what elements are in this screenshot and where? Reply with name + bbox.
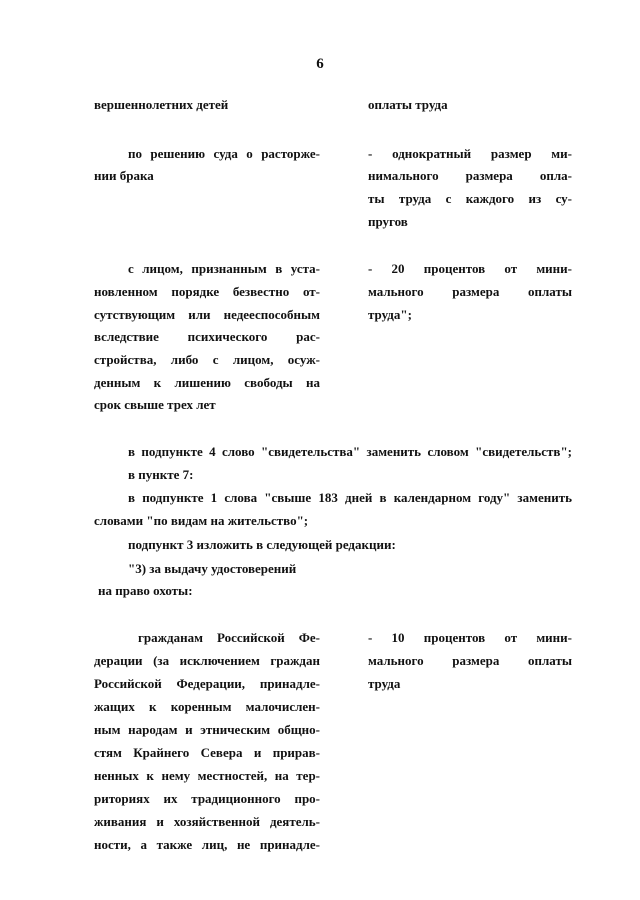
text-line: риториях их традиционного про- [94, 791, 320, 806]
page-number: 6 [316, 56, 324, 72]
paragraph-line: подпункт 3 изложить в следующей редакции: [128, 537, 396, 552]
paragraph-line: в подпункте 1 слова "свыше 183 дней в календарном году" заменить [128, 490, 572, 505]
text-line: ненных к нему местностей, на тер- [94, 768, 320, 783]
paragraph-line: на право охоты: [98, 583, 193, 598]
text-line: срок свыше трех лет [94, 397, 216, 412]
text-line: вершеннолетних детей [94, 97, 229, 112]
text-line: пругов [368, 214, 408, 229]
text-line: гражданам Российской Фе- [138, 630, 320, 645]
text-line: сутствующим или недееспособным [94, 307, 320, 322]
text-line: Российской Федерации, принадле- [94, 676, 320, 691]
text-line: - 20 процентов от мини- [368, 261, 572, 276]
text-line: дерации (за исключением граждан [94, 653, 320, 668]
text-line: вследствие психического рас- [94, 329, 320, 344]
text-line: ты труда с каждого из су- [368, 191, 572, 206]
text-line: труда [368, 676, 401, 691]
paragraph-line: словами "по видам на жительство"; [94, 513, 309, 528]
text-line: труда"; [368, 307, 412, 322]
text-line: жащих к коренным малочислен- [94, 699, 320, 714]
paragraph-line: в подпункте 4 слово "свидетельства" заменить словом "свидетельств"; [128, 444, 572, 459]
text-line: стройства, либо с лицом, осуж- [94, 352, 320, 367]
text-line: денным к лишению свободы на [94, 375, 320, 390]
text-line: новленном порядке безвестно от- [94, 284, 320, 299]
text-line: по решению суда о расторже- [128, 146, 320, 161]
text-line: мального размера оплаты [368, 284, 572, 299]
text-line: - 10 процентов от мини- [368, 630, 572, 645]
text-line: мального размера оплаты [368, 653, 572, 668]
text-line: оплаты труда [368, 97, 448, 112]
text-line: нии брака [94, 168, 154, 183]
text-line: живания и хозяйственной деятель- [94, 814, 320, 829]
text-line: с лицом, признанным в уста- [128, 261, 320, 276]
text-line: стям Крайнего Севера и прирав- [94, 745, 320, 760]
text-line: - однократный размер ми- [368, 146, 572, 161]
text-line: ным народам и этническим общно- [94, 722, 320, 737]
paragraph-line: "3) за выдачу удостоверений [128, 561, 297, 576]
paragraph-line: в пункте 7: [128, 467, 194, 482]
text-line: нимального размера опла- [368, 168, 572, 183]
text-line: ности, а также лиц, не принадле- [94, 837, 320, 852]
